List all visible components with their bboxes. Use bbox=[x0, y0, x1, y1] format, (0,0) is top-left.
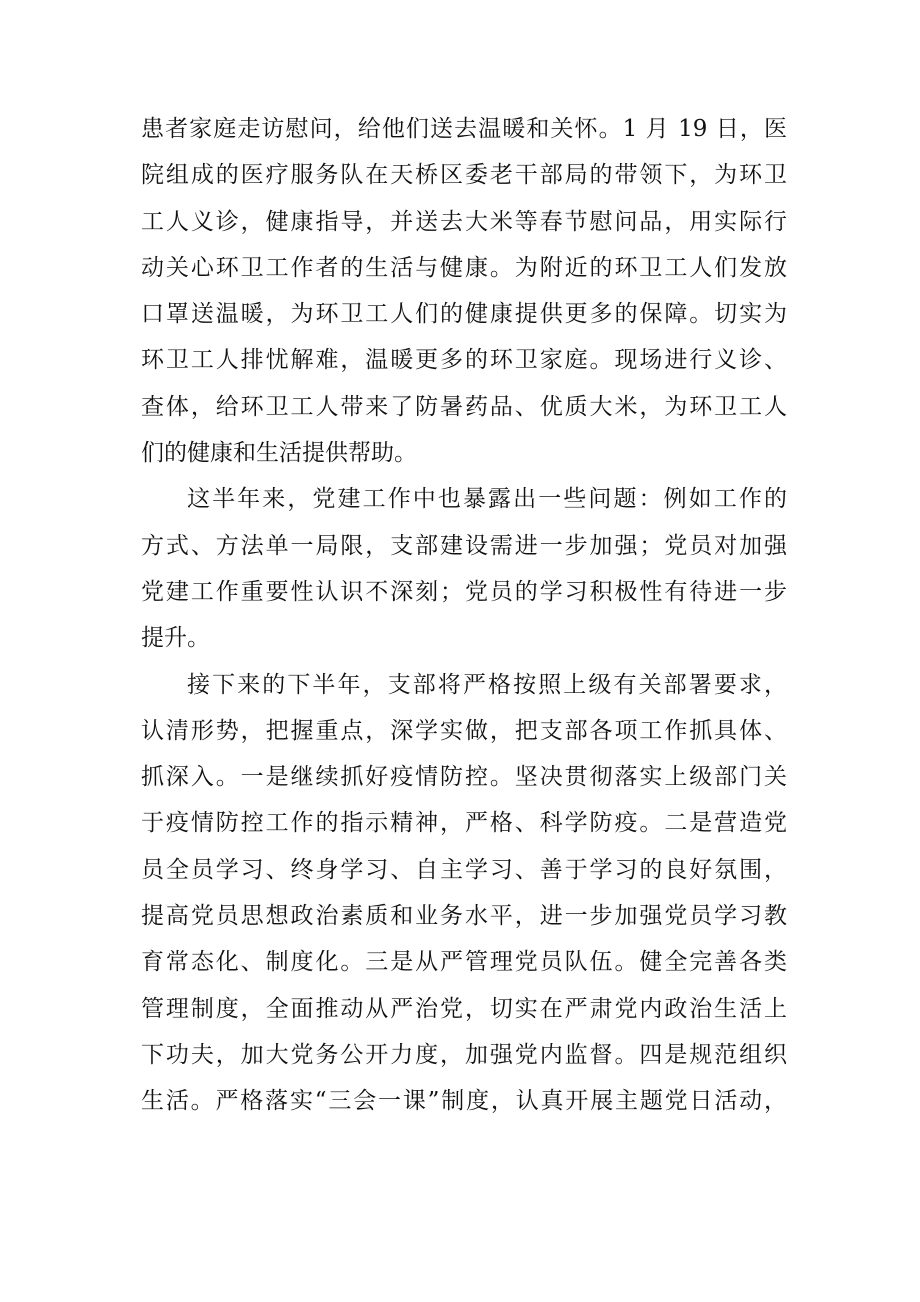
text-line: 育常态化、制度化。三是从严管理党员队伍。健全完善各类 bbox=[141, 949, 787, 976]
text-line: 环卫工人排忧解难，温暖更多的环卫家庭。现场进行义诊、 bbox=[141, 347, 787, 374]
text-line: 提升。 bbox=[141, 625, 210, 652]
text-line: 于疫情防控工作的指示精神，严格、科学防疫。二是营造党 bbox=[141, 810, 787, 837]
text-line: 工人义诊，健康指导，并送去大米等春节慰问品，用实际行 bbox=[141, 208, 787, 235]
text-line: 接下来的下半年，支部将严格按照上级有关部署要求， bbox=[187, 671, 787, 698]
text-line: 抓深入。一是继续抓好疫情防控。坚决贯彻落实上级部门关 bbox=[141, 764, 787, 791]
document-body bbox=[141, 106, 787, 1125]
text-line: 方式、方法单一局限，支部建设需进一步加强；党员对加强 bbox=[141, 532, 787, 559]
text-line: 患者家庭走访慰问，给他们送去温暖和关怀。1 月 19 日，医 bbox=[141, 116, 787, 142]
text-line: 这半年来，党建工作中也暴露出一些问题：例如工作的 bbox=[187, 486, 787, 513]
text-line: 查体，给环卫工人带来了防暑药品、优质大米，为环卫工人 bbox=[141, 393, 787, 420]
text-line: 院组成的医疗服务队在天桥区委老干部局的带领下，为环卫 bbox=[141, 162, 787, 189]
text-line: 下功夫，加大党务公开力度，加强党内监督。四是规范组织 bbox=[141, 1041, 787, 1068]
text-line: 们的健康和生活提供帮助。 bbox=[141, 440, 417, 467]
text-line: 管理制度，全面推动从严治党，切实在严肃党内政治生活上 bbox=[141, 995, 787, 1022]
paragraph bbox=[141, 476, 787, 661]
text-line: 提高党员思想政治素质和业务水平，进一步加强党员学习教 bbox=[141, 903, 787, 930]
text-line: 员全员学习、终身学习、自主学习、善于学习的良好氛围， bbox=[141, 856, 787, 883]
text-line: 动关心环卫工作者的生活与健康。为附近的环卫工人们发放 bbox=[141, 254, 787, 281]
paragraph bbox=[141, 662, 787, 1125]
text-line: 口罩送温暖，为环卫工人们的健康提供更多的保障。切实为 bbox=[141, 301, 787, 328]
text-line: 认清形势，把握重点，深学实做，把支部各项工作抓具体、 bbox=[141, 717, 787, 744]
paragraph bbox=[141, 106, 787, 476]
text-line: 党建工作重要性认识不深刻；党员的学习积极性有待进一步 bbox=[141, 578, 787, 605]
text-line: 生活。严格落实“三会一课”制度，认真开展主题党日活动， bbox=[141, 1088, 787, 1115]
